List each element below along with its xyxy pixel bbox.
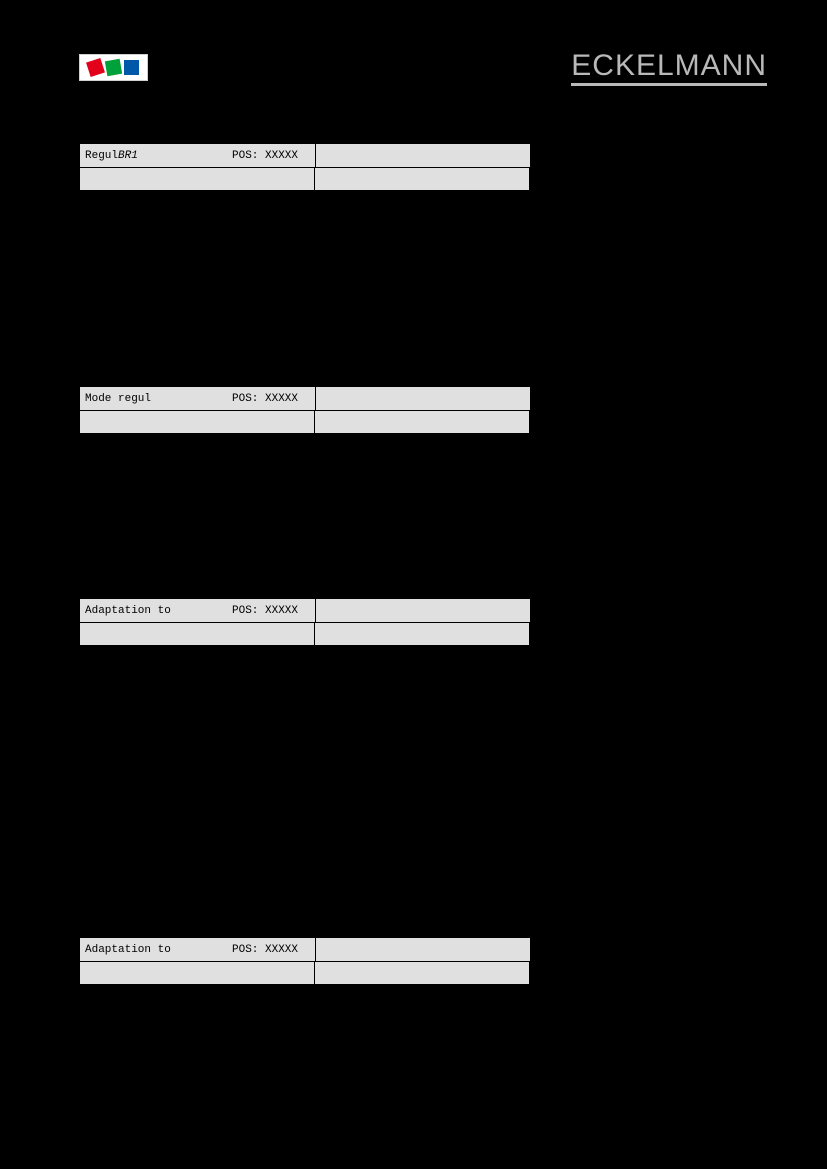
- parameter-name-cell: [80, 599, 316, 622]
- input-sub-cell: [530, 622, 609, 645]
- column-hp: HP: [686, 622, 724, 645]
- input-header-cell: Entrée: [531, 938, 610, 961]
- parameter-description-cell: [316, 938, 531, 961]
- green-square-icon: [105, 59, 122, 76]
- brand-wordmark: ECKELMANN: [571, 50, 767, 86]
- parameter-block: [79, 143, 768, 191]
- block-header-row: [80, 599, 767, 622]
- input-header-cell: Entrée: [531, 387, 610, 410]
- parameter-block: [79, 386, 768, 434]
- parameter-name-prefix: Adaptation to: [85, 604, 171, 617]
- block-subheader-row: [80, 410, 767, 433]
- parameter-name-prefix: Mode regul: [85, 392, 152, 405]
- eckelmann-squares-logo: [79, 54, 148, 81]
- column-fr-plus: FR+: [608, 961, 647, 984]
- input-sub-cell: [530, 961, 609, 984]
- parameter-pos: POS: XXXXX: [232, 943, 299, 956]
- parameter-pos: POS: XXXXX: [232, 392, 299, 405]
- block-header-row: [80, 144, 767, 167]
- input-header-cell: Entrée: [531, 144, 610, 167]
- column-hp: HP: [686, 167, 724, 190]
- parameter-description-sub-cell: [315, 167, 529, 190]
- parameter-name-sub-cell: [80, 167, 315, 190]
- parameter-block: [79, 598, 768, 646]
- parameter-name-cell: [80, 387, 316, 410]
- parameter-pos: POS: XXXXX: [232, 149, 299, 162]
- block-header-row: [80, 938, 767, 961]
- parameter-name-cell: [80, 938, 316, 961]
- column-hp: HP: [686, 410, 724, 433]
- setpoint-header-cell: Valeur consignée / unité: [614, 943, 732, 956]
- red-square-icon: [86, 58, 105, 77]
- block-header-row: [80, 387, 767, 410]
- column-hp: HP: [686, 961, 724, 984]
- setpoint-header-cell: Valeur consignée / unité: [614, 149, 732, 162]
- parameter-name-cell: [80, 144, 316, 167]
- column-fr-minus: FR-: [647, 961, 686, 984]
- block-subheader-row: [80, 167, 767, 190]
- parameter-name-sub-cell: [80, 410, 315, 433]
- parameter-description-cell: [316, 599, 531, 622]
- parameter-description-cell: [316, 387, 531, 410]
- parameter-name-prefix: Regul: [85, 149, 119, 162]
- column-unit: Unité: [724, 410, 767, 433]
- setpoint-header-cell: Valeur consignée / unité: [614, 392, 732, 405]
- blue-square-icon: [124, 60, 139, 75]
- parameter-name-sub-cell: [80, 622, 315, 645]
- input-header-cell: Entrée: [531, 599, 610, 622]
- column-fr-plus: FR+: [608, 167, 647, 190]
- column-dim: Dim.: [724, 961, 767, 984]
- parameter-description-sub-cell: [315, 622, 529, 645]
- column-dim: Dim.: [724, 622, 767, 645]
- parameter-block: [79, 937, 768, 985]
- column-fr-plus: FR+: [608, 410, 647, 433]
- parameter-description-sub-cell: [315, 410, 529, 433]
- block-subheader-row: [80, 961, 767, 984]
- block-subheader-row: [80, 622, 767, 645]
- parameter-name-italic: BR1: [118, 149, 138, 162]
- setpoint-header-cell: Valeur consignée / unité: [614, 604, 732, 617]
- column-fr-plus: FR+: [608, 622, 647, 645]
- parameter-description-cell: [316, 144, 531, 167]
- column-fr-minus: FR-: [647, 622, 686, 645]
- parameter-pos: POS: XXXXX: [232, 604, 299, 617]
- column-fr-minus: FR-: [647, 410, 686, 433]
- column-unit: Unité: [724, 167, 767, 190]
- parameter-description-sub-cell: [315, 961, 529, 984]
- input-sub-cell: [530, 167, 609, 190]
- input-sub-cell: [530, 410, 609, 433]
- parameter-name-sub-cell: [80, 961, 315, 984]
- parameter-name-prefix: Adaptation to: [85, 943, 171, 956]
- column-fr-minus: FR-: [647, 167, 686, 190]
